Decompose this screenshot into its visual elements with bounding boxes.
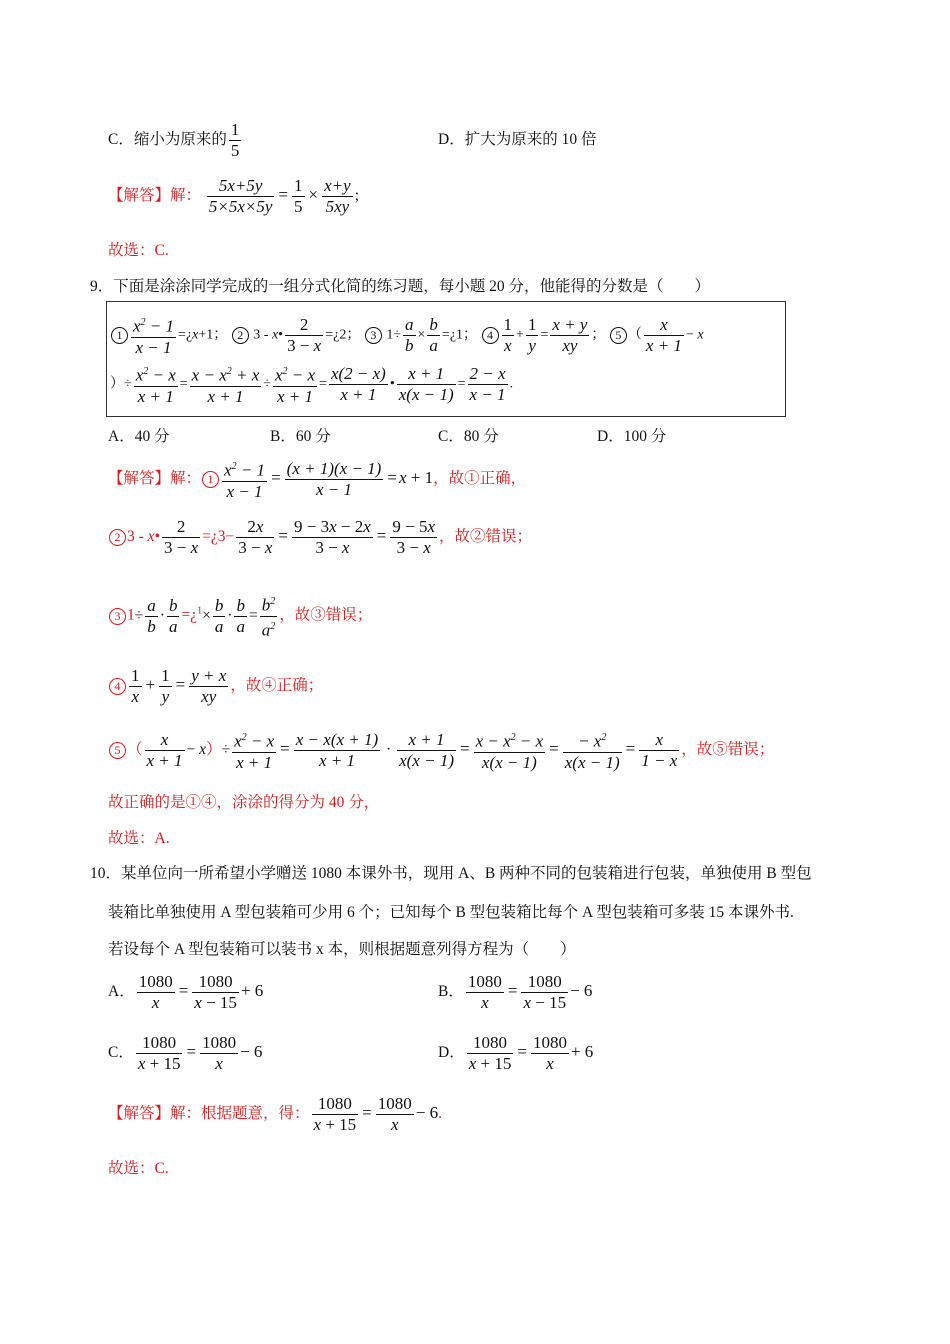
q10-choice: 故选：C. bbox=[108, 1160, 169, 1177]
q10-option-d: D． $\frac{1080}{x + 15}$ = $\frac{1080}{x}$ + 6 bbox=[438, 1033, 594, 1073]
q9-box-line1: 1 $\frac{x^2 - 1}{x - 1}$ =¿x+1； 2 3 - x• $\frac{2}{3 - x}$ =¿2； 3 1÷ $\frac{a}{b}$ × $\frac{b}{a}$ =¿1； 4 $\frac{1}{x}$ + $\frac{1}{y}$ = $\frac{x + y}{xy}$ ； 5 （ $\frac{x}{x + 1}$ − x bbox=[110, 313, 704, 358]
q8-option-d: D．扩大为原来的 10 倍 bbox=[438, 131, 597, 148]
fraction: $\frac{x + y}{xy}$ bbox=[552, 314, 588, 355]
fraction: $\frac{x^2 - x}{x + 1}$ bbox=[273, 362, 317, 407]
q9-step4: 4 $\frac{1}{x}$ + $\frac{1}{y}$ = $\frac{y + x}{xy}$ ，故④正确； bbox=[108, 666, 323, 707]
fraction: $\frac{x}{x + 1}$ bbox=[645, 314, 682, 355]
fraction: $\frac{x - x^2 + x}{x + 1}$ bbox=[190, 362, 262, 407]
fraction: $\frac{1}{y}$ bbox=[161, 666, 170, 706]
q8-option-c: C．缩小为原来的 $\frac{1}{5}$ bbox=[108, 120, 240, 160]
fraction: $\frac{x^2 - 1}{x - 1}$ bbox=[222, 457, 267, 502]
fraction: $\frac{9 - 5x}{3 - x}$ bbox=[392, 517, 436, 557]
fraction: $\frac{x}{1 - x}$ bbox=[641, 729, 678, 770]
fraction: $\frac{x + 1}{x(x - 1)}$ bbox=[399, 729, 454, 770]
fraction: $\frac{1080}{x}$ bbox=[467, 972, 502, 1012]
fraction: $\frac{5x+5y}{5\times 5x\times 5y}$ bbox=[208, 176, 273, 216]
fraction: $\frac{1}{x}$ bbox=[131, 666, 140, 706]
fraction: $\frac{b}{a}$ bbox=[236, 595, 245, 636]
q10-stem-line3: 若设每个 A 型包装箱可以装书 x 本，则根据题意列得方程为（ ） bbox=[108, 941, 576, 958]
q10-stem-line1: 10．某单位向一所希望小学赠送 1080 本课外书，现用 A、B 两种不同的包装箱进行包装，单独使用 B 型包 bbox=[90, 865, 812, 882]
q9-stem: 9．下面是涂涂同学完成的一组分式化简的练习题，每小题 20 分，他能得的分数是（ ） bbox=[90, 278, 711, 295]
fraction: $\frac{2}{3 - x}$ bbox=[164, 517, 199, 557]
fraction: $\frac{y + x}{xy}$ bbox=[191, 666, 227, 706]
fraction: $\frac{- x^2}{x(x - 1)}$ bbox=[563, 728, 622, 773]
fraction: $\frac{x}{x + 1}$ bbox=[146, 729, 183, 770]
q10-option-a: A． $\frac{1080}{x}$ = $\frac{1080}{x - 15}$ + 6 bbox=[108, 972, 264, 1012]
fraction: $\frac{2 - x}{x - 1}$ bbox=[469, 363, 506, 404]
q9-option-a: A．40 分 bbox=[108, 428, 170, 445]
q9-option-c: C．80 分 bbox=[438, 428, 499, 445]
q9-box-line2: ）÷ $\frac{x^2 - x}{x + 1}$ = $\frac{x - x^2 + x}{x + 1}$ ÷ $\frac{x^2 - x}{x + 1}$ = $\frac{x(2 - x)}{x + 1}$ • $\frac{x + 1}{x(x - 1)}$ = $\frac{2 - x}{x - 1}$ . bbox=[110, 363, 514, 406]
fraction: $\frac{1080}{x}$ bbox=[377, 1094, 412, 1134]
fraction: $\frac{9 - 3x - 2x}{3 - x}$ bbox=[294, 517, 371, 557]
q10-stem-line2: 装箱比单独使用 A 型包装箱可少用 6 个；已知每个 B 型包装箱比每个 A 型包装箱可多装 15 本课外书. bbox=[108, 904, 794, 921]
fraction: $\frac{1080}{x + 15}$ bbox=[313, 1094, 357, 1134]
fraction: $\frac{1}{x}$ bbox=[503, 314, 513, 355]
q9-option-d: D．100 分 bbox=[597, 428, 667, 445]
fraction: $\frac{1080}{x + 15}$ bbox=[468, 1033, 512, 1073]
fraction: $\frac{x^2 - x}{x + 1}$ bbox=[134, 362, 178, 407]
fraction: $\frac{1080}{x + 15}$ bbox=[137, 1033, 181, 1073]
q9-step3: 3 1÷ $\frac{a}{b}$ · $\frac{b}{a}$ =¿$^1$× $\frac{b}{a}$ · $\frac{b}{a}$ = $\frac{b^2}{a^2}$ ，故③错误； bbox=[108, 592, 372, 640]
fraction: $\frac{1}{5}$ bbox=[230, 120, 240, 160]
fraction: $\frac{1080}{x}$ bbox=[138, 972, 173, 1012]
fraction: $\frac{b^2}{a^2}$ bbox=[260, 592, 278, 640]
fraction: $\frac{1080}{x}$ bbox=[532, 1033, 567, 1073]
fraction: $\frac{a}{b}$ bbox=[405, 314, 414, 355]
fraction: $\frac{x^2 - 1}{x - 1}$ bbox=[131, 313, 176, 358]
fraction: $\frac{x(2 - x)}{x + 1}$ bbox=[330, 363, 386, 404]
fraction: $\frac{x^2 - x}{x + 1}$ bbox=[232, 728, 276, 773]
fraction: $\frac{(x + 1)(x - 1)}{x - 1}$ bbox=[286, 458, 382, 499]
fraction: $\frac{x - x^2 - x}{x(x - 1)}$ bbox=[474, 728, 546, 773]
fraction: $\frac{1080}{x - 15}$ bbox=[523, 972, 567, 1012]
fraction: $\frac{1}{5}$ bbox=[294, 176, 303, 216]
q10-option-b: B． $\frac{1080}{x}$ = $\frac{1080}{x - 15}$ − 6 bbox=[438, 972, 593, 1012]
fraction: $\frac{x - x(x + 1)}{x + 1}$ bbox=[295, 729, 379, 770]
fraction: $\frac{1080}{x}$ bbox=[202, 1033, 237, 1073]
q9-step2: 2 3 - x• $\frac{2}{3 - x}$ =¿3− $\frac{2x}{3 - x}$ = $\frac{9 - 3x - 2x}{3 - x}$ = $\frac{9 - 5x}{3 - x}$ ，故②错误； bbox=[108, 517, 532, 558]
fraction: $\frac{2}{3 - x}$ bbox=[287, 314, 322, 355]
q9-step1: 【解答】解： 1 $\frac{x^2 - 1}{x - 1}$ = $\frac{(x + 1)(x - 1)}{x - 1}$ = x + 1，故①正确， bbox=[108, 458, 527, 501]
fraction: $\frac{1}{y}$ bbox=[527, 314, 537, 355]
fraction: $\frac{a}{b}$ bbox=[147, 595, 156, 636]
fraction: $\frac{b}{a}$ bbox=[214, 595, 224, 636]
q9-choice: 故选：A. bbox=[108, 830, 170, 847]
q8-answer: 【解答】解： $\frac{5x+5y}{5\times 5x\times 5y}$ = $\frac{1}{5}$ × $\frac{x+y}{5xy}$ ; bbox=[108, 176, 360, 216]
q10-option-c: C． $\frac{1080}{x + 15}$ = $\frac{1080}{x}$ − 6 bbox=[108, 1033, 263, 1073]
fraction: $\frac{b}{a}$ bbox=[168, 595, 178, 636]
fraction: $\frac{1080}{x - 15}$ bbox=[194, 972, 237, 1012]
fraction: $\frac{b}{a}$ bbox=[429, 314, 438, 355]
q9-step5: 5 （ $\frac{x}{x + 1}$ − x）÷ $\frac{x^2 - x}{x + 1}$ = $\frac{x - x(x + 1)}{x + 1}$ · $\frac{x + 1}{x(x - 1)}$ = $\frac{x - x^2 - x}{x(x - 1)}$ = $\frac{- x^2}{x(x - 1)}$ = $\frac{x}{1 - x}$ ，故⑤错误； bbox=[108, 728, 774, 773]
fraction: $\frac{x+y}{5xy}$ bbox=[324, 176, 351, 216]
q9-option-b: B．60 分 bbox=[270, 428, 331, 445]
fraction: $\frac{2x}{3 - x}$ bbox=[238, 517, 273, 557]
q10-answer: 【解答】解：根据题意，得： $\frac{1080}{x + 15}$ = $\frac{1080}{x}$ − 6. bbox=[108, 1094, 442, 1134]
q8-choice: 故选：C. bbox=[108, 242, 169, 259]
q9-conclusion: 故正确的是①④，涂涂的得分为 40 分， bbox=[108, 794, 380, 811]
fraction: $\frac{x + 1}{x(x - 1)}$ bbox=[398, 363, 454, 404]
